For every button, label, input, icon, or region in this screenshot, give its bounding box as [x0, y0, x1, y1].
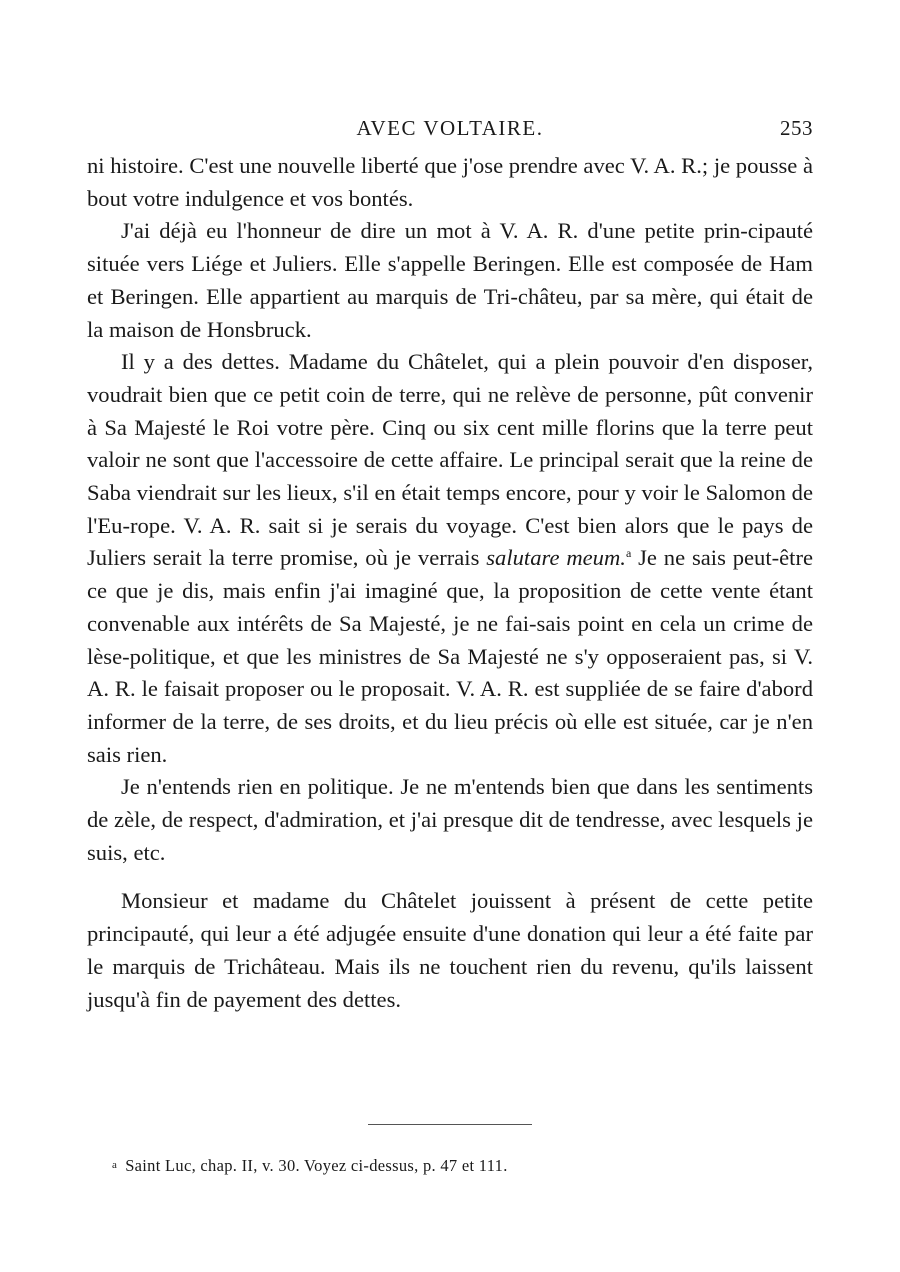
running-head — [87, 116, 813, 150]
footnote-marker: a — [112, 1159, 118, 1171]
body-text — [87, 150, 813, 1016]
running-title: AVEC VOLTAIRE. — [356, 116, 544, 140]
page-number: 253 — [780, 116, 813, 140]
paragraph-2: J'ai déjà eu l'honneur de dire un mot à V. A. R. d'une petite prin-cipauté située vers Liége et Juliers. Elle s'appelle Beringen. Elle est composée de Ham et Beringen. Elle appartient au marquis de Tri-châteu, par sa mère, qui était de la maison de Honsbruck. — [87, 218, 813, 342]
footnote-divider — [368, 1124, 532, 1125]
page-content — [87, 116, 813, 1016]
paragraph-3-text: Il y a des dettes. Madame du Châtelet, qui a plein pouvoir d'en disposer, voudrait bien que ce petit coin de terre, qui ne relève de personne, pût convenir à Sa Majesté le Roi votre père. Cinq ou six cent mille florins que la terre peut valoir ne sont que l'accessoire de cette affaire. Le principal serait que la reine de Saba viendrait sur les lieux, s'il en était temps encore, pour y voir le Salomon de l'Eu-rope. V. A. R. sait si je serais du voyage. C'est bien alors que le pays de Juliers serait la terre promise, où je verrais — [87, 349, 813, 571]
paragraph-5: Monsieur et madame du Châtelet jouissent à présent de cette petite principauté, qui leur a été adjugée ensuite d'une donation qui leur a été faite par le marquis de Trichâteau. Mais ils ne touchent rien du revenu, qu'ils laissent jusqu'à fin de payement des dettes. — [87, 888, 813, 1012]
paragraph-3-italic: salutare meum. — [486, 545, 626, 571]
paragraph-1: ni histoire. C'est une nouvelle liberté que j'ose prendre avec V. A. R.; je pousse à bout votre indulgence et vos bontés. — [87, 153, 813, 211]
footnote-text: Saint Luc, chap. II, v. 30. Voyez ci-dessus, p. 47 et 111. — [125, 1156, 508, 1175]
footnote-reference[interactable]: a — [625, 546, 632, 561]
paragraph-3-tail: Je ne sais peut-être ce que je dis, mais enfin j'ai imaginé que, la proposition de cette vente étant convenable aux intérêts de Sa Majesté, je ne fai-sais point en cela un crime de lèse-politique, et que les ministres de Sa Majesté ne s'y opposeraient pas, si V. A. R. le faisait proposer ou le proposait. V. A. R. est suppliée de se faire d'abord informer de la terre, de ses droits, et du lieu précis où elle est située, car je n'en sais rien. — [87, 545, 813, 767]
paragraph-4: Je n'entends rien en politique. Je ne m'entends bien que dans les sentiments de zèle, de respect, d'admiration, et j'ai presque dit de tendresse, avec lesquels je suis, etc. — [87, 774, 813, 865]
paragraph-3 — [87, 346, 813, 771]
footnote — [112, 1156, 812, 1176]
